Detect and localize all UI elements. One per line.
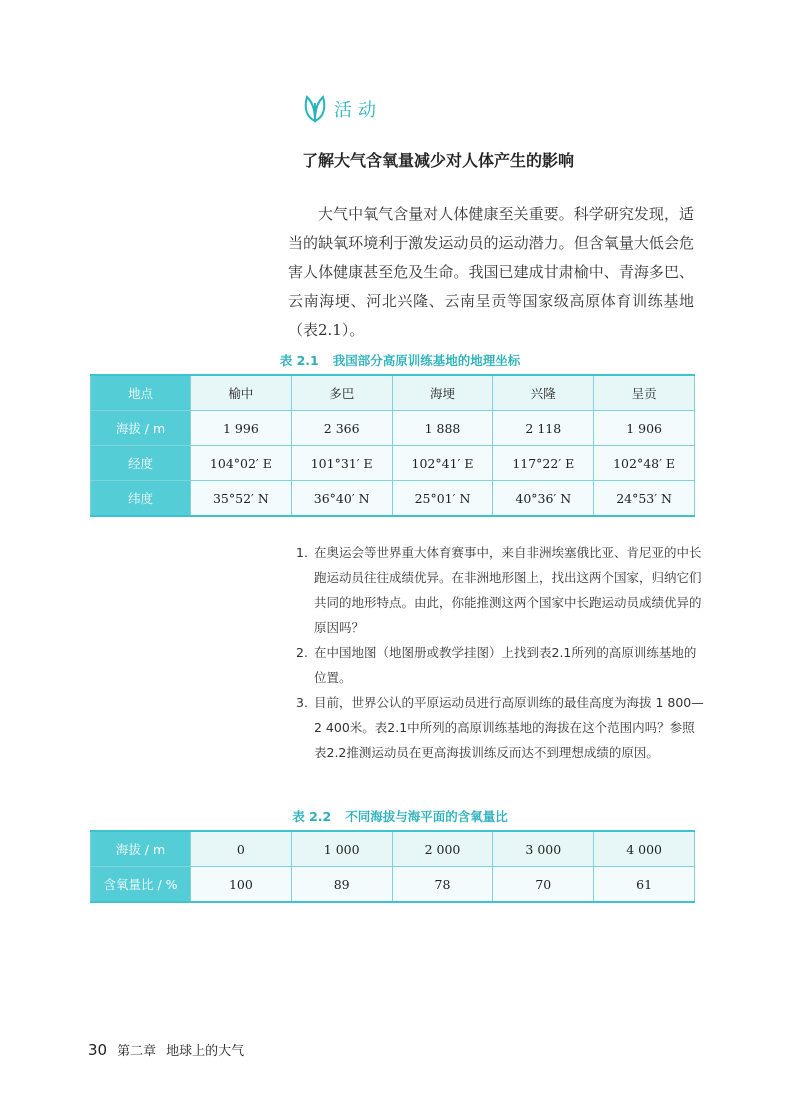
chapter-label: 第二章 xyxy=(117,1044,157,1059)
table-row xyxy=(91,375,695,411)
question-text: 目前，世界公认的平原运动员进行高原训练的最佳高度为海拔 1 800—2 400米。表2.1中所列的高原训练基地的海拔在这个范围内吗？参照表2.2推测运动员在更高海拔训练反而达不到理想成绩的原因。 xyxy=(314,695,704,760)
activity-leaf-icon xyxy=(302,91,328,127)
table1-caption-number: 表 2.1 xyxy=(279,353,319,368)
question-number: 3. xyxy=(296,695,308,710)
activity-marker xyxy=(302,92,382,126)
question-item xyxy=(296,690,706,765)
question-number: 1. xyxy=(296,545,308,560)
table-cell: 102°48′ E xyxy=(594,446,695,481)
table-cell: 104°02′ E xyxy=(191,446,292,481)
table-cell: 89 xyxy=(291,867,392,903)
table-cell: 1 906 xyxy=(594,411,695,446)
table-cell: 3 000 xyxy=(493,831,594,867)
table-row xyxy=(91,446,695,481)
section-heading: 了解大气含氧量减少对人体产生的影响 xyxy=(302,151,575,170)
table1-caption-text: 我国部分高原训练基地的地理坐标 xyxy=(332,353,521,368)
question-text: 在中国地图（地图册或教学挂图）上找到表2.1所列的高原训练基地的位置。 xyxy=(314,645,697,685)
question-item xyxy=(296,540,706,640)
table-cell: 102°41′ E xyxy=(392,446,493,481)
table-cell: 榆中 xyxy=(191,375,292,411)
table-cell: 117°22′ E xyxy=(493,446,594,481)
question-number: 2. xyxy=(296,645,308,660)
oxygen-ratio-table xyxy=(90,830,695,903)
table-cell: 40°36′ N xyxy=(493,481,594,517)
table-cell: 101°31′ E xyxy=(291,446,392,481)
table-cell: 35°52′ N xyxy=(191,481,292,517)
question-text: 在奥运会等世界重大体育赛事中，来自非洲埃塞俄比亚、肯尼亚的中长跑运动员往往成绩优异。在非洲地形图上，找出这两个国家，归纳它们共同的地形特点。由此，你能推测这两个国家中长跑运动员成绩优异的原因吗？ xyxy=(314,545,702,635)
table-row xyxy=(91,481,695,517)
training-bases-table xyxy=(90,374,695,517)
table-cell: 25°01′ N xyxy=(392,481,493,517)
table-cell: 1 996 xyxy=(191,411,292,446)
row-header: 含氧量比 / % xyxy=(91,867,191,903)
table2-caption-text: 不同海拔与海平面的含氧量比 xyxy=(345,809,508,824)
page-footer xyxy=(88,1040,244,1059)
table2-caption-number: 表 2.2 xyxy=(292,809,332,824)
table-cell: 78 xyxy=(392,867,493,903)
table-cell: 海埂 xyxy=(392,375,493,411)
table-cell: 70 xyxy=(493,867,594,903)
intro-paragraph: 大气中氧气含量对人体健康至关重要。科学研究发现，适当的缺氧环境利于激发运动员的运动潜力。但含氧量大低会危害人体健康甚至危及生命。我国已建成甘肃榆中、青海多巴、云南海埂、河北兴隆、云南呈贡等国家级高原体育训练基地（表2.1）。 xyxy=(288,205,694,339)
table-cell: 100 xyxy=(191,867,292,903)
table-cell: 2 000 xyxy=(392,831,493,867)
table-cell: 36°40′ N xyxy=(291,481,392,517)
table-cell: 2 366 xyxy=(291,411,392,446)
question-item xyxy=(296,640,706,690)
table-cell: 2 118 xyxy=(493,411,594,446)
table-row xyxy=(91,867,695,903)
table-cell: 呈贡 xyxy=(594,375,695,411)
question-list xyxy=(296,540,706,765)
row-header: 纬度 xyxy=(91,481,191,517)
table-cell: 多巴 xyxy=(291,375,392,411)
table-cell: 1 888 xyxy=(392,411,493,446)
table2-caption xyxy=(0,807,800,825)
table-cell: 1 000 xyxy=(291,831,392,867)
row-header: 地点 xyxy=(91,375,191,411)
activity-label: 活动 xyxy=(334,100,382,121)
table-cell: 4 000 xyxy=(594,831,695,867)
table-cell: 兴隆 xyxy=(493,375,594,411)
table-cell: 61 xyxy=(594,867,695,903)
table-cell: 0 xyxy=(191,831,292,867)
row-header: 海拔 / m xyxy=(91,411,191,446)
table-row xyxy=(91,831,695,867)
table-cell: 24°53′ N xyxy=(594,481,695,517)
page-number: 30 xyxy=(88,1041,108,1059)
row-header: 经度 xyxy=(91,446,191,481)
table1-caption xyxy=(0,351,800,369)
chapter-title: 地球上的大气 xyxy=(166,1044,245,1059)
table-row xyxy=(91,411,695,446)
row-header: 海拔 / m xyxy=(91,831,191,867)
